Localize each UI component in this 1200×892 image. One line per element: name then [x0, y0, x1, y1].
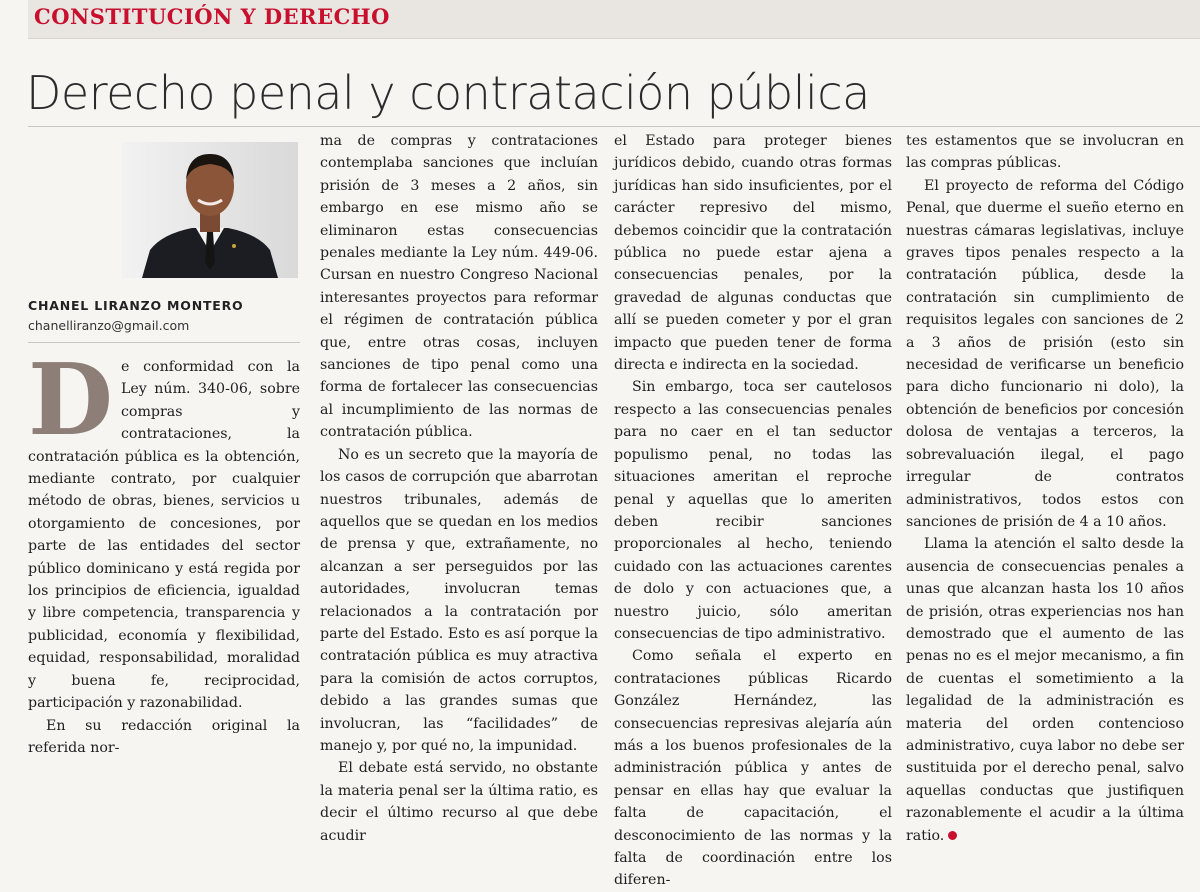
article-paragraph: De conformidad con la Ley núm. 340-06, sobre compras y contrataciones, la contratación pública es la obtención, mediante contrato, por cualquier método de obras, bienes, servicios u otorgamiento de concesiones, por parte de las entidades del sector público dominicano y está regida por los principios de eficiencia, igualdad y libre competencia, transparencia y publicidad, economía y flexibilidad, equidad, responsabilidad, moralidad y buena fe, reciprocidad, participación y razonabilidad.	[28, 343, 300, 712]
section-label: CONSTITUCIÓN Y DERECHO	[34, 4, 390, 29]
article-paragraph: En su redacción original la referida nor-	[28, 717, 300, 756]
article-paragraph: el Estado para proteger bienes jurídicos debido, cuando otras formas jurídicas han sido insuficientes, por el carácter represivo del mismo, debemos coincidir que la contratación pública no puede estar ajena a consecuencias penales, por la gravedad de algunas conductas que allí se pueden cometer y por el gran impacto que pueden tener de forma directa e indirecta en la sociedad.	[614, 133, 892, 374]
article-paragraph: ma de compras y contrataciones contemplaba sanciones que incluían prisión de 3 meses a 2 años, sin embargo en ese mismo año se eliminaron estas consecuencias penales mediante la Ley núm. 449-06. Cursan en nuestro Congreso Nacional interesantes proyectos para reformar el régimen de contratación pública que, entre otras cosas, incluyen sanciones de tipo penal como una forma de fortalecer las consecuencias al incumplimiento de las normas de contratación pública.	[320, 133, 598, 441]
article-column-3	[614, 130, 892, 892]
article-paragraph: Como señala el experto en contrataciones públicas Ricardo González Hernández, las consecuencias represivas alejaría aún más a los buenos profesionales de la administración pública y antes de pensar en ellas hay que evaluar la falta de capacitación, el desconocimiento de las normas y la falta de coordinación entre los diferen-	[614, 648, 892, 889]
article-paragraph: Sin embargo, toca ser cautelosos respecto a las consecuencias penales para no caer en el tan seductor populismo penal, no todas las situaciones ameritan el reproche penal y aquellas que lo ameriten deben recibir sanciones proporcionales al hecho, teniendo cuidado con las actuaciones carentes de dolo y con actuaciones que, a nuestro juicio, sólo ameritan consecuencias de tipo administrativo.	[614, 379, 892, 642]
headline-rule	[28, 126, 1200, 127]
drop-cap: D	[28, 343, 113, 458]
article-paragraph: El proyecto de reforma del Código Penal, que duerme el sueño eterno en nuestras cámaras legislativas, incluye graves tipos penales respecto a la contratación pública, desde la contratación sin cumplimiento de requisitos legales con sanciones de 2 a 3 años de prisión (esto sin necesidad de verificarse un beneficio para dicho funcionario ni dolo), la obtención de beneficios por concesión dolosa de ventajas a terceros, la sobrevaluación ilegal, el pago irregular de contratos administrativos, todos estos con sanciones de prisión de 4 a 10 años.	[906, 177, 1184, 530]
author-email[interactable]: chanelliranzo@gmail.com	[28, 318, 190, 333]
author-name: CHANEL LIRANZO MONTERO	[28, 298, 244, 313]
end-of-article-icon	[948, 831, 957, 840]
article-paragraph: tes estamentos que se involucran en las compras públicas.	[906, 133, 1184, 172]
article-column-4	[906, 130, 1184, 847]
article-column-2	[320, 130, 598, 847]
article-column-1	[28, 343, 300, 759]
article-paragraph: No es un secreto que la mayoría de los casos de corrupción que abarrotan nuestros tribunales, además de aquellos que se quedan en los medios de prensa y que, extrañamente, no alcanzan a ser perseguidos por las autoridades, involucran temas relacionados a la contratación por parte del Estado. Esto es así porque la contratación pública es muy atractiva para la comisión de actos corruptos, debido a las grandes sumas que involucran, las “facilidades” de manejo y, por qué no, la impunidad.	[320, 446, 598, 754]
article-paragraph: Llama la atención el salto desde la ausencia de consecuencias penales a unas que alcanzan hasta los 10 años de prisión, otras experiencias nos han demostrado que el aumento de las penas no es el mejor mecanismo, a fin de cuentas el sometimiento a la legalidad de la administración es materia del orden contencioso administrativo, cuya labor no debe ser sustituida por el derecho penal, salvo aquellas conductas que justifiquen razonablemente el acudir a la última ratio.	[906, 536, 1184, 844]
author-portrait-image	[122, 142, 298, 278]
author-photo	[122, 142, 298, 278]
article-paragraph: El debate está servido, no obstante la materia penal ser la última ratio, es decir el último recurso al que debe acudir	[320, 760, 598, 844]
headline: Derecho penal y contratación pública	[26, 66, 870, 120]
